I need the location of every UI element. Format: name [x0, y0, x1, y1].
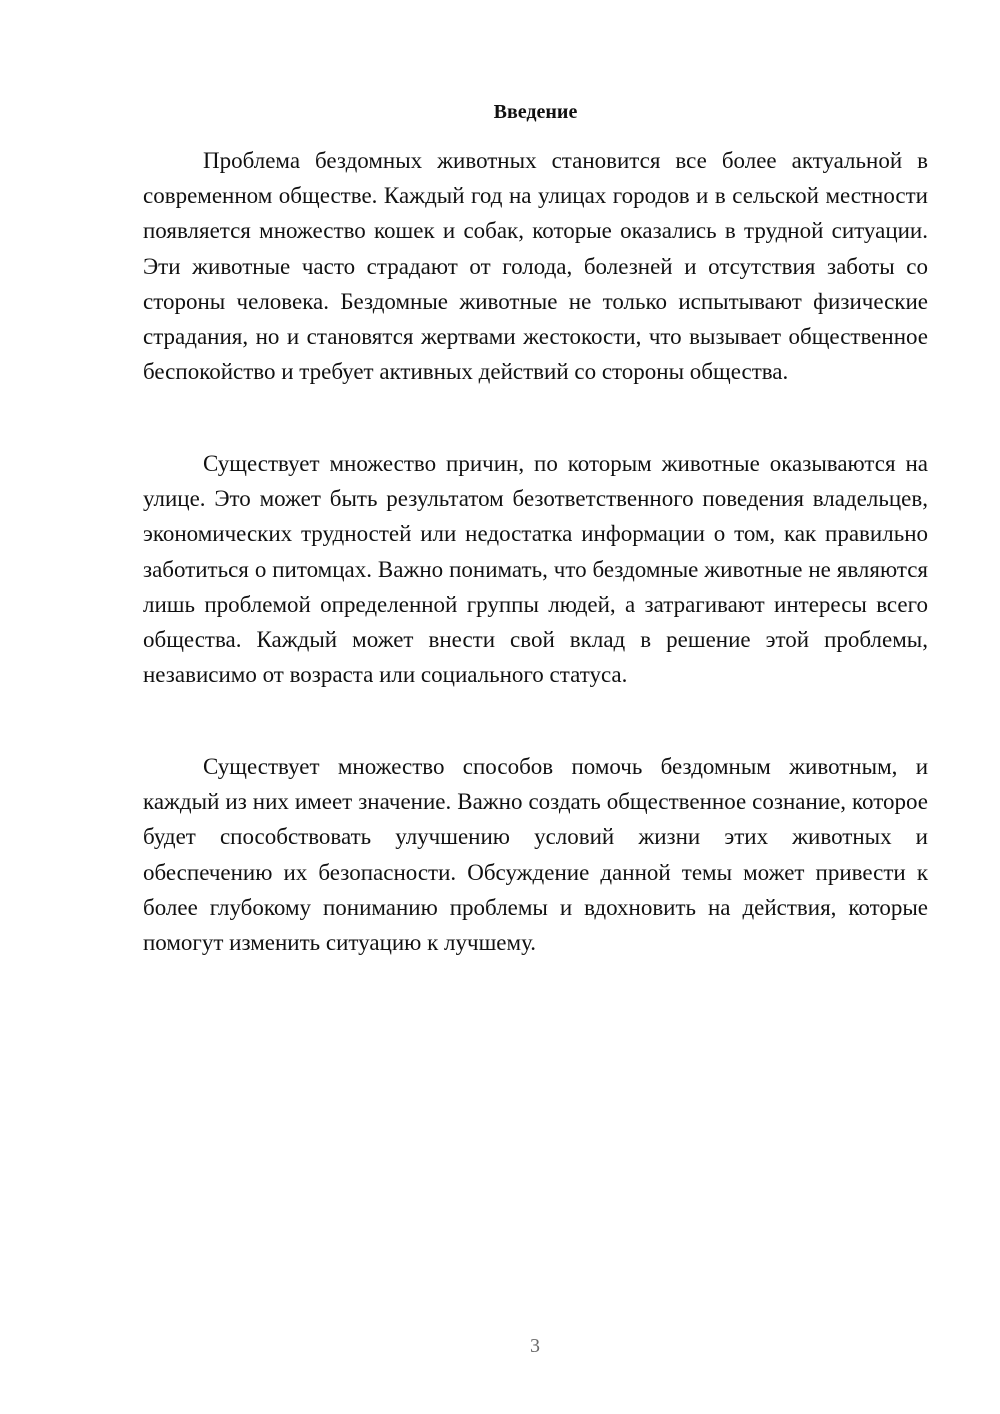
paragraph-2: Существует множество причин, по которым животные оказываются на улице. Это может быть результатом безответственного поведения владельцев, экономических трудностей или недостатка информации о том, как правильно заботиться о питомцах. Важно понимать, что бездомные животные не являются лишь проблемой определенной группы людей, а затрагивают интересы всего общества. Каждый может внести свой вклад в решение этой проблемы, независимо от возраста или социального статуса.: [143, 451, 928, 688]
section-heading: Введение: [493, 101, 578, 123]
paragraph-1: Проблема бездомных животных становится все более актуальной в современном обществе. Каждый год на улицах городов и в сельской местности появляется множество кошек и собак, которые оказались в трудной ситуации. Эти животные часто страдают от голода, болезней и отсутствия заботы со стороны человека. Бездомные животные не только испытывают физические страдания, но и становятся жертвами жестокости, что вызывает общественное беспокойство и требует активных действий со стороны общества.: [143, 148, 928, 385]
page-number: 3: [530, 1335, 540, 1357]
paragraph-3: Существует множество способов помочь бездомным животным, и каждый из них имеет значение. Важно создать общественное сознание, которое будет способствовать улучшению условий жизни этих животных и обеспечению их безопасности. Обсуждение данной темы может привести к более глубокому пониманию проблемы и вдохновить на действия, которые помогут изменить ситуацию к лучшему.: [143, 754, 928, 956]
